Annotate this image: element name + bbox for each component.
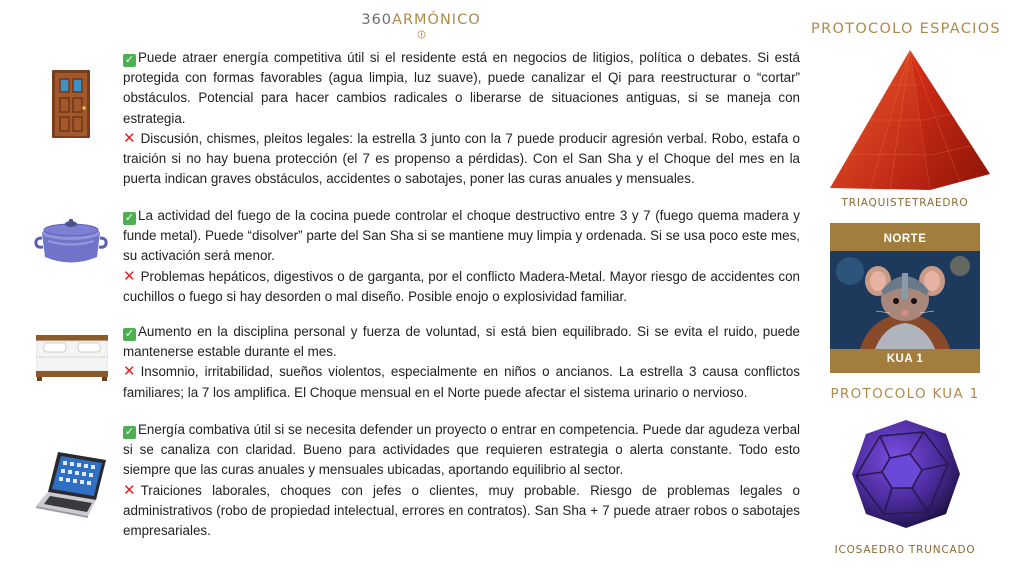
check-icon: ✓: [124, 328, 135, 340]
brand-name: ARMÓNICO: [392, 12, 481, 28]
bedroom-negative-text: Insomnio, irritabilidad, sueños violentos, especialmente en niños o ancianos. La estrella 3 causa conflictos familiares; la 7 los amplifica. El Choque mensual en el Norte puede afectar el sistema urinario o nervioso.: [123, 364, 800, 400]
door-negative: [123, 129, 800, 190]
check-icon: ✓: [124, 212, 135, 224]
kitchen-positive-text: La actividad del fuego de la cocina puede controlar el choque destructivo entre 3 y 7 (fuego quema madera y funde metal). Puede “disolver” parte del San Sha si se mantiene muy limpia y ordenada. Si se usa poco este mes, su activación será menor.: [123, 208, 800, 264]
section-kitchen: [123, 206, 800, 307]
door-positive-text: Puede atraer energía competitiva útil si el residente está en negocios de litigios, política o debates. Si está protegida con formas favorables (agua limpia, luz suave), puede canalizar el Qi para reestructurar o “cortar” obstáculos. Potencial para hacer cambios radicales o liberarse de situaciones antiguas, si se maneja con estrategia.: [123, 50, 800, 126]
door-icon: [52, 70, 90, 138]
kitchen-negative: [123, 267, 800, 307]
protocol-spaces-title: PROTOCOLO ESPACIOS: [811, 21, 1001, 37]
check-icon: ✓: [124, 426, 135, 438]
truncated-icosahedron-icon: [850, 418, 962, 530]
cross-icon: ✕: [123, 481, 136, 499]
brand-logo: [356, 12, 486, 46]
office-negative: [123, 481, 800, 542]
office-negative-text: Traiciones laborales, choques con jefes o clientes, muy probable. Riesgo de problemas legales o administrativos (robo de propiedad intelectual, errores en contratos). San Sha + 7 puede atraer robos o sabotajes empresariales.: [123, 482, 800, 539]
office-positive: [123, 420, 800, 481]
section-bedroom: [123, 322, 800, 403]
bed-icon: [36, 335, 108, 381]
cross-icon: ✕: [123, 363, 136, 381]
bedroom-negative: [123, 362, 800, 402]
compass-icon: [417, 30, 426, 39]
brand-wordmark: [356, 12, 486, 28]
kua-card-top: NORTE: [883, 233, 927, 245]
bedroom-positive-text: Aumento en la disciplina personal y fuerza de voluntad, si está bien equilibrado. Si se evita el ruido, puede mantenerse estable durante el mes.: [123, 324, 800, 360]
polyhedron-label: ICOSAEDRO TRUNCADO: [834, 544, 976, 556]
brand-number: 360: [361, 12, 393, 28]
door-positive: [123, 48, 800, 129]
bedroom-positive: [123, 322, 800, 362]
cross-icon: ✕: [123, 267, 136, 285]
laptop-icon: [36, 450, 110, 518]
kitchen-positive: [123, 206, 800, 267]
check-icon: ✓: [124, 54, 135, 66]
cross-icon: ✕: [123, 129, 136, 147]
pyramid-label: TRIAQUISTETRAEDRO: [841, 197, 969, 209]
kua-card: [830, 223, 980, 373]
protocol-kua-title: PROTOCOLO KUA 1: [830, 386, 980, 402]
office-positive-text: Energía combativa útil si se necesita defender un proyecto o entrar en competencia. Puede dar agudeza verbal si se canaliza con claridad. Bueno para actividades que requieren estrategia o alerta constante. Todo esto siempre que las curas anuales y mensuales ubicadas, aportando equilibrio al sector.: [123, 422, 800, 478]
section-door: [123, 48, 800, 189]
pyramid-icon: [830, 48, 990, 193]
cooking-pot-icon: [34, 216, 108, 268]
door-negative-text: Discusión, chismes, pleitos legales: la estrella 3 junto con la 7 puede producir agresión verbal. Robo, estafa o traición si no hay buena protección (el 7 es propenso a pérdidas). Con el San Sha y el Choque del mes en la puerta indican graves obstáculos, accidentes o sabotajes, poner las curas anuales y mensuales.: [123, 130, 800, 187]
kua-card-bottom: KUA 1: [886, 353, 924, 365]
kitchen-negative-text: Problemas hepáticos, digestivos o de garganta, por el conflicto Madera-Metal. Mayor riesgo de accidentes con cuchillos o fuego si hay desorden o mal diseño. Posible enojo o explosividad familiar.: [123, 268, 800, 304]
rat-warrior-icon: [830, 251, 980, 349]
section-office: [123, 420, 800, 541]
